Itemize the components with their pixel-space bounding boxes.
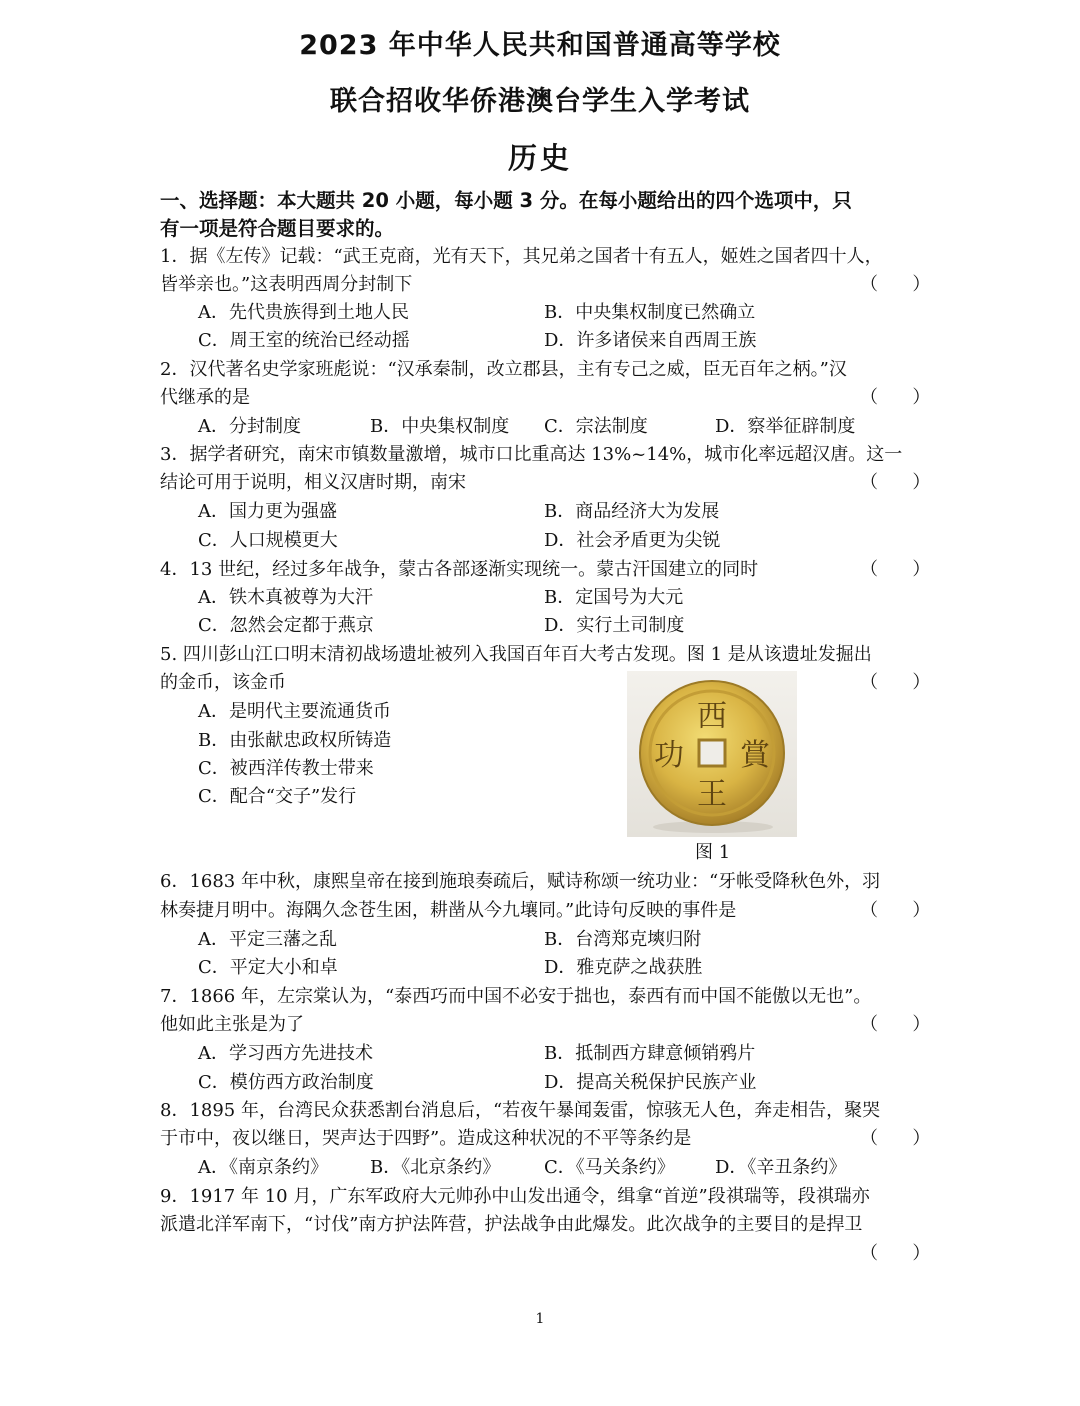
answer-blank: （ ）	[860, 1128, 931, 1149]
section-heading: 一、选择题：本大题共 20 小题，每小题 3 分。在每小题给出的四个选项中，只	[160, 189, 852, 212]
coin-char-right: 賞	[740, 738, 770, 773]
question-text: 4．13 世纪，经过多年战争，蒙古各部逐渐实现统一。蒙古汗国建立的同时	[160, 559, 759, 580]
question-text: 于市中，夜以继日，哭声达于四野”。造成这种状况的不平等条约是	[160, 1128, 692, 1149]
exam-title-line2: 联合招收华侨港澳台学生入学考试	[330, 86, 750, 117]
option-b: B．中央集权制度	[370, 416, 510, 437]
coin-char-left: 功	[654, 738, 684, 773]
question-text: 派遣北洋军南下，“讨伐”南方护法阵营，护法战争由此爆发。此次战争的主要目的是捍卫	[160, 1214, 863, 1235]
question-text: 6．1683 年中秋，康熙皇帝在接到施琅奏疏后，赋诗称颂一统功业：“牙帐受降秋色外，羽	[160, 871, 881, 892]
option-c: C．人口规模更大	[198, 530, 338, 551]
question-text: 代继承的是	[160, 387, 250, 408]
question-text: 的金币，该金币	[160, 672, 286, 693]
option-c: C．宗法制度	[544, 416, 648, 437]
question-text: 林奏捷月明中。海隅久念苍生困，耕凿从今九壤同。”此诗句反映的事件是	[160, 900, 737, 921]
option-c: C．《马关条约》	[544, 1157, 675, 1178]
answer-blank: （ ）	[860, 274, 931, 295]
question-text: 7．1866 年，左宗棠认为，“泰西巧而中国不必安于拙也，泰西有而中国不能傲以无也”。	[160, 986, 872, 1007]
option-c: C．平定大小和卓	[198, 957, 338, 978]
option-a: A．是明代主要流通货币	[198, 701, 391, 722]
option-a: A．《南京条约》	[198, 1157, 328, 1178]
option-a: A．分封制度	[198, 416, 301, 437]
option-a: A．学习西方先进技术	[198, 1043, 373, 1064]
exam-title-line1: 2023 年中华人民共和国普通高等学校	[299, 30, 781, 61]
coin-figure	[627, 671, 797, 837]
option-a: A．先代贵族得到土地人民	[198, 302, 409, 323]
option-d: D．提高关税保护民族产业	[544, 1072, 757, 1093]
question-text: 9．1917 年 10 月，广东军政府大元帅孙中山发出通令，缉拿“首逆”段祺瑞等，段祺瑞亦	[160, 1186, 870, 1207]
question-text: 1．据《左传》记载：“武王克商，光有天下，其兄弟之国者十有五人，姬姓之国者四十人，	[160, 246, 883, 267]
gold-coin-image	[627, 671, 797, 837]
answer-blank: （ ）	[860, 472, 931, 493]
option-d: C．配合“交子”发行	[198, 786, 357, 807]
option-b: B．抵制西方肆意倾销鸦片	[544, 1043, 756, 1064]
question-text: 8．1895 年，台湾民众获悉割台消息后，“若夜午暴闻轰雷，惊骇无人色，奔走相告，聚哭	[160, 1100, 881, 1121]
option-a: A．铁木真被尊为大汗	[198, 587, 373, 608]
option-d: D．《辛丑条约》	[715, 1157, 847, 1178]
question-text: 结论可用于说明，相义汉唐时期，南宋	[160, 472, 466, 493]
answer-blank: （ ）	[860, 387, 931, 408]
option-c: C．周王室的统治已经动摇	[198, 330, 410, 351]
option-a: A．平定三藩之乱	[198, 929, 337, 950]
answer-blank: （ ）	[860, 1243, 931, 1264]
option-c: C．被西洋传教士带来	[198, 758, 374, 779]
option-c: C．模仿西方政治制度	[198, 1072, 374, 1093]
option-a: A．国力更为强盛	[198, 501, 337, 522]
option-d: D．实行土司制度	[544, 615, 685, 636]
option-b: B．由张献忠政权所铸造	[198, 730, 392, 751]
question-text: 2．汉代著名史学家班彪说：“汉承秦制，改立郡县，主有专己之威，臣无百年之柄。”汉	[160, 359, 847, 380]
answer-blank: （ ）	[860, 1014, 931, 1035]
subject-title: 历史	[507, 141, 572, 175]
question-text: 皆举亲也。”这表明西周分封制下	[160, 274, 413, 295]
option-b: B．商品经济大为发展	[544, 501, 720, 522]
section-heading-cont: 有一项是符合题目要求的。	[160, 217, 395, 240]
option-d: D．许多诸侯来自西周王族	[544, 330, 757, 351]
answer-blank: （ ）	[860, 672, 931, 693]
answer-blank: （ ）	[860, 559, 931, 580]
option-d: D．察举征辟制度	[715, 416, 856, 437]
option-b: B．中央集权制度已然确立	[544, 302, 756, 323]
option-d: D．雅克萨之战获胜	[544, 957, 703, 978]
question-text: 他如此主张是为了	[160, 1014, 304, 1035]
option-b: B．《北京条约》	[370, 1157, 501, 1178]
option-d: D．社会矛盾更为尖锐	[544, 530, 721, 551]
coin-char-bottom: 王	[697, 777, 727, 812]
option-c: C．忽然会定都于燕京	[198, 615, 374, 636]
answer-blank: （ ）	[860, 900, 931, 921]
question-text: 5. 四川彭山江口明末清初战场遗址被列入我国百年百大考古发现。图 1 是从该遗址发掘出	[160, 644, 872, 665]
option-b: B．台湾郑克塽归附	[544, 929, 702, 950]
figure-caption: 图 1	[695, 842, 731, 863]
question-text: 3．据学者研究，南宋市镇数量激增，城市口比重高达 13%~14%，城市化率远超汉唐。这一	[160, 444, 903, 465]
coin-char-top: 西	[697, 699, 727, 734]
page-number: 1	[535, 1311, 545, 1327]
option-b: B．定国号为大元	[544, 587, 684, 608]
